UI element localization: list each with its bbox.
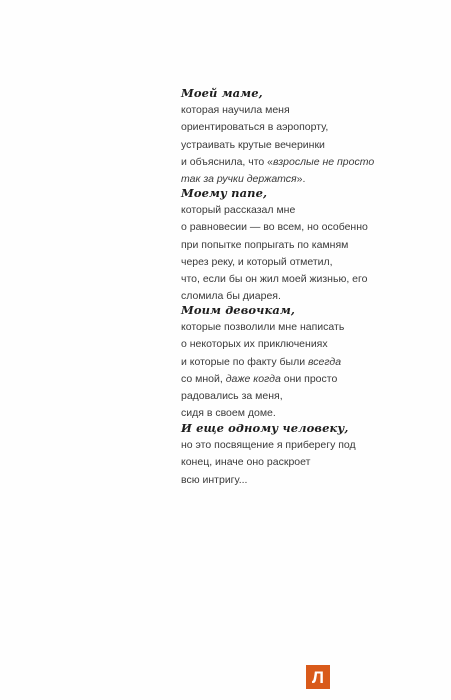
dedication-line: конец, иначе оно раскроет — [181, 456, 311, 469]
dedication-heading: И еще одному человеку, — [181, 421, 349, 435]
dedication-line: всю интригу... — [181, 473, 248, 486]
dedication-daughters — [181, 301, 431, 423]
dedication-line: и объяснила, что «взрослые не просто — [181, 155, 375, 168]
dedication-mother — [181, 84, 431, 188]
dedication-someone — [181, 419, 431, 489]
dedication-line: при попытке попрыгать по камням — [181, 238, 349, 251]
dedication-line: который рассказал мне — [181, 204, 296, 216]
dedication-heading: Моим девочкам, — [181, 303, 296, 317]
dedication-father — [181, 184, 431, 306]
dedication-line: устраивать крутые вечеринки — [181, 138, 325, 151]
dedication-line: так за ручки держатся». — [181, 173, 306, 186]
dedication-line: через реку, и который отметил, — [181, 255, 333, 268]
dedication-line: со мной, даже когда они просто — [181, 372, 338, 385]
dedication-line: которые позволили мне написать — [181, 321, 345, 333]
dedication-heading: Моему папе, — [181, 186, 268, 200]
dedication-line: сломила бы диарея. — [181, 290, 281, 303]
dedication-line: но это посвящение я приберегу под — [181, 439, 356, 451]
publisher-logo-letter: Л — [312, 667, 324, 687]
publisher-logo-icon — [306, 665, 330, 689]
dedication-line: что, если бы он жил моей жизнью, его — [181, 273, 368, 286]
dedication-line: сидя в своем доме. — [181, 407, 276, 420]
dedication-line: которая научила меня — [181, 104, 290, 116]
dedication-line: и которые по факту были всегда — [181, 355, 342, 368]
dedication-line: радовались за меня, — [181, 390, 283, 403]
dedication-line: ориентироваться в аэропорту, — [181, 121, 329, 134]
dedication-heading: Моей маме, — [181, 86, 263, 100]
dedication-line: о некоторых их приключениях — [181, 338, 328, 351]
dedication-line: о равновесии — во всем, но особенно — [181, 221, 368, 234]
